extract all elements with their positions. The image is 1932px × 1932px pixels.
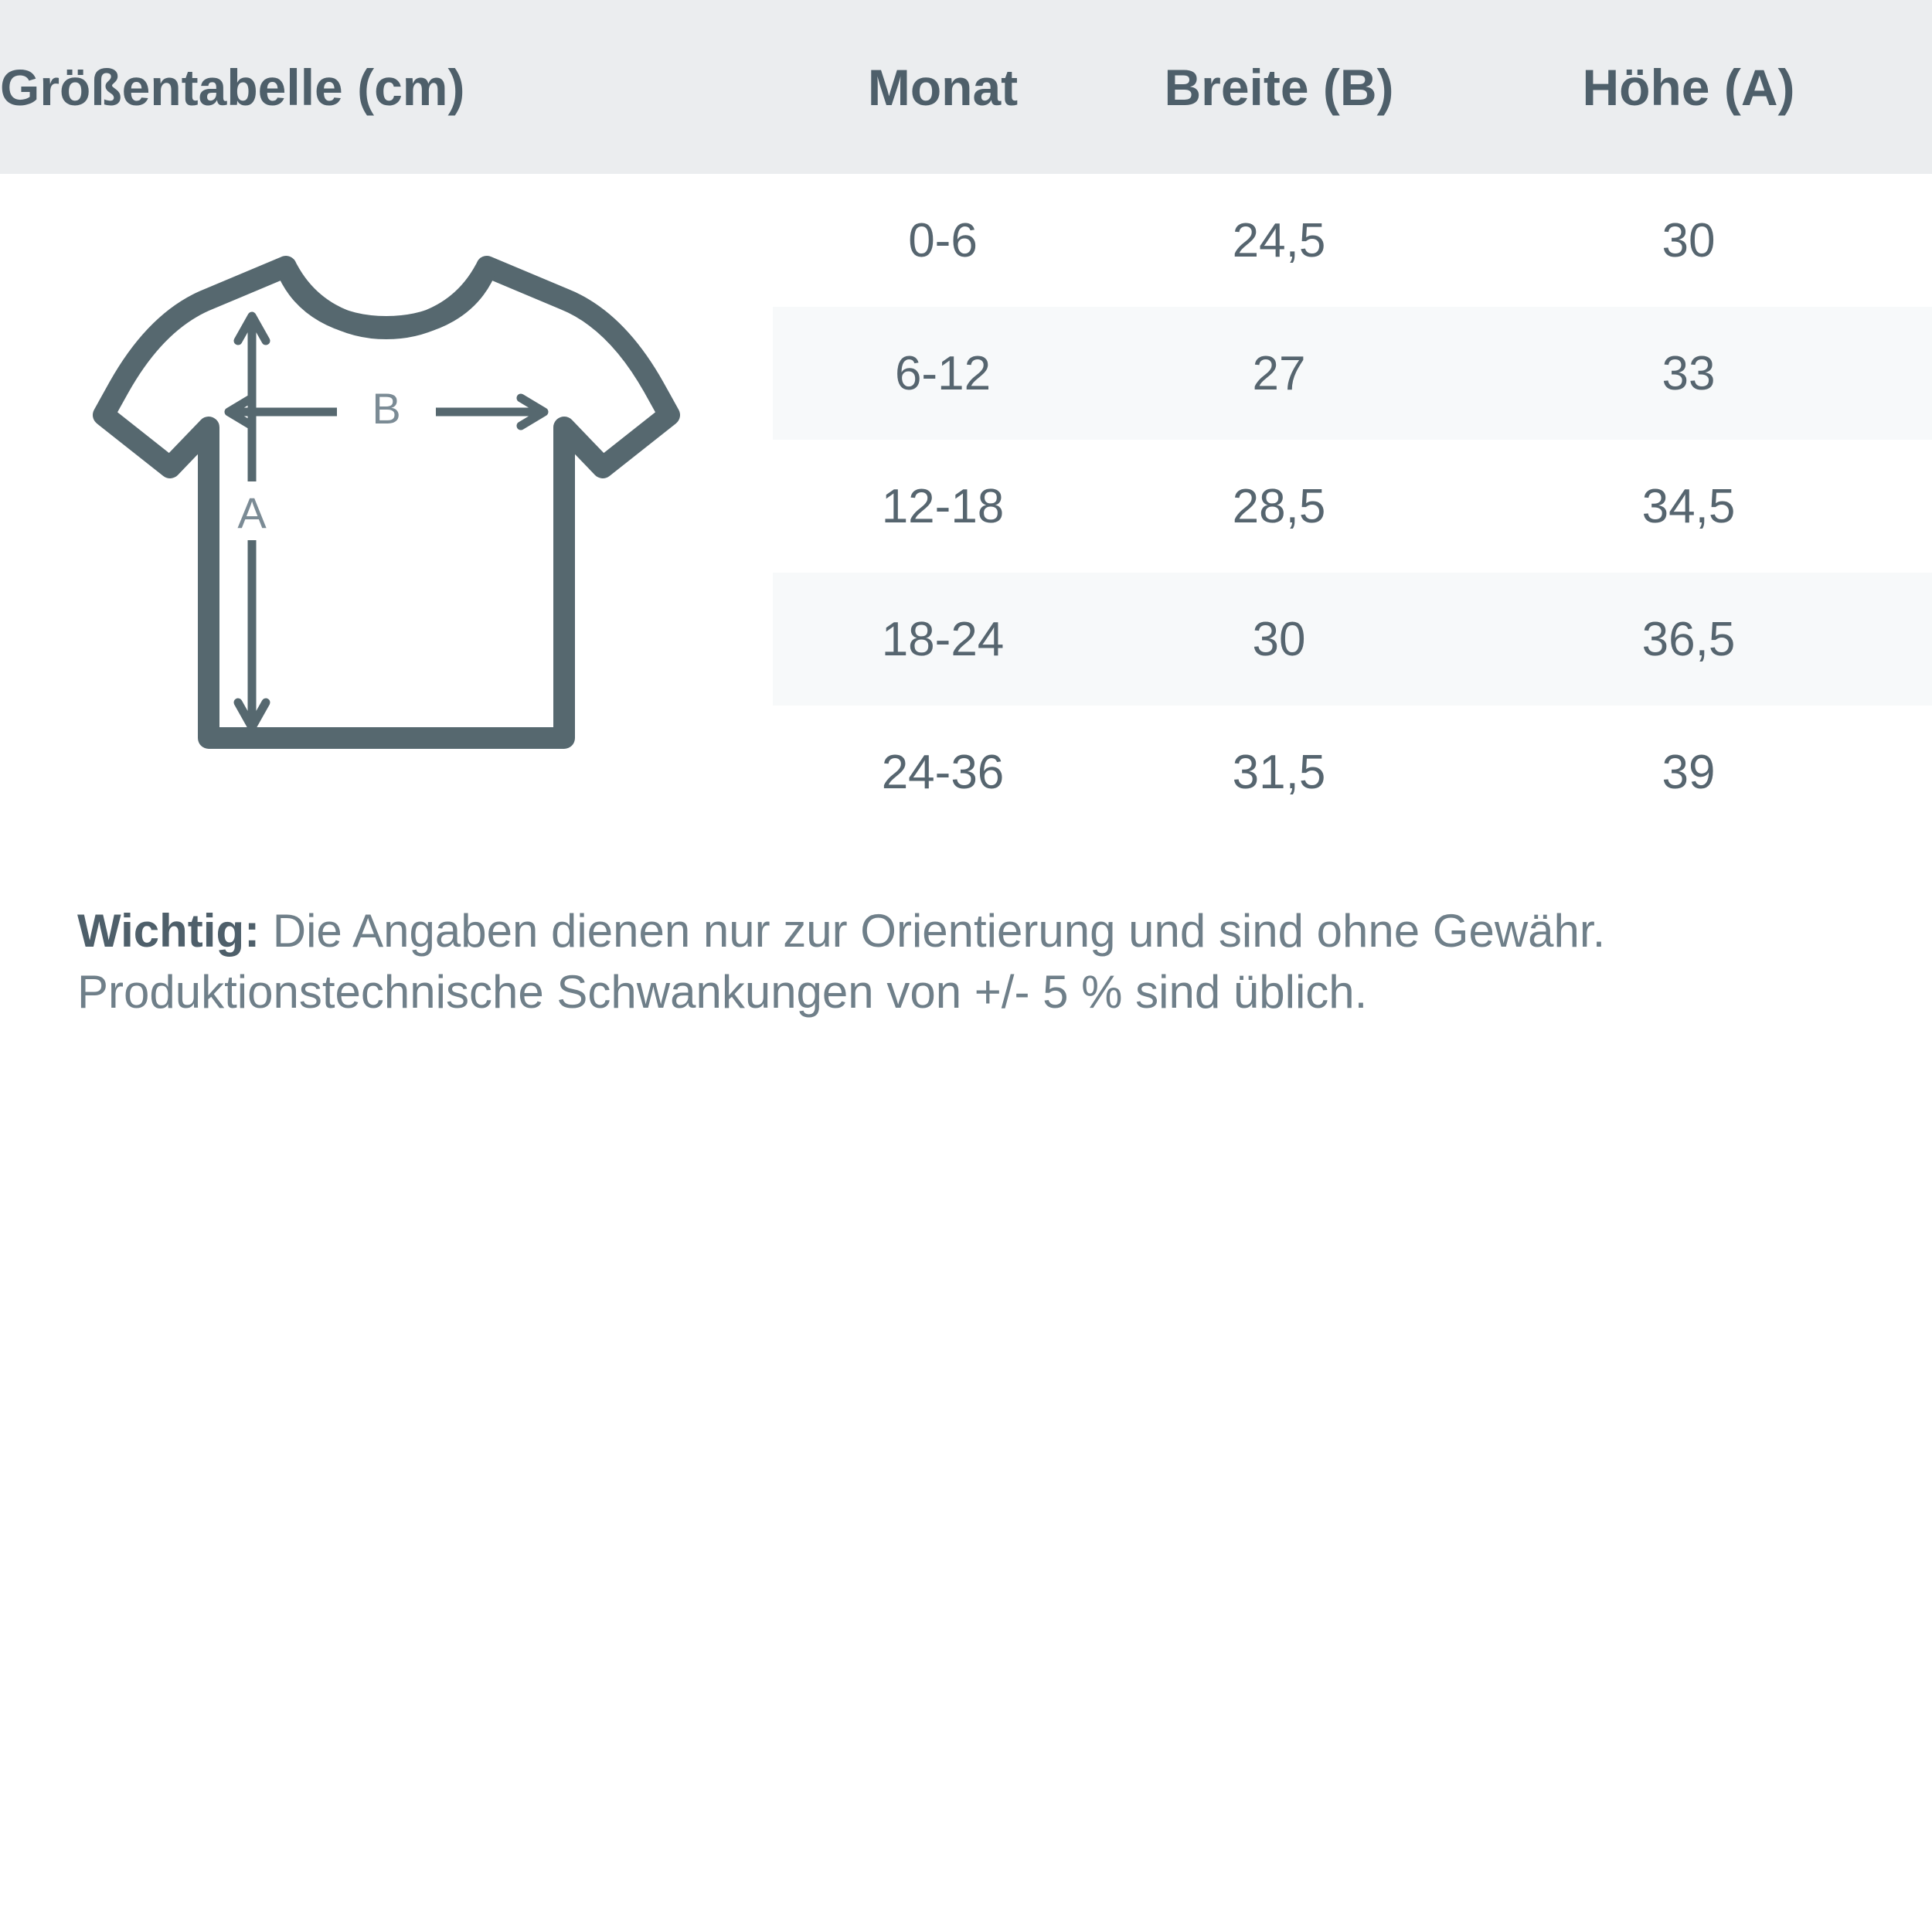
table-header-row xyxy=(0,0,1932,174)
cell-month: 12-18 xyxy=(881,479,1005,533)
cell-month: 24-36 xyxy=(881,745,1005,799)
cell-width: 30 xyxy=(1252,612,1306,666)
cell-width: 31,5 xyxy=(1232,745,1326,799)
cell-month: 0-6 xyxy=(908,213,978,267)
cell-height: 33 xyxy=(1662,346,1716,400)
page-title: Größentabelle (cm) xyxy=(0,58,465,116)
tshirt-diagram-icon xyxy=(0,174,773,838)
cell-height: 34,5 xyxy=(1641,479,1736,533)
disclaimer-note xyxy=(77,900,1855,1022)
cell-height: 30 xyxy=(1662,213,1716,267)
disclaimer-text: Die Angaben dienen nur zur Orientierung und sind ohne Gewähr. Produktionstechnische Schwankungen von +/- 5 % sind üblich. xyxy=(77,905,1606,1019)
cell-month: 18-24 xyxy=(881,612,1005,666)
cell-month: 6-12 xyxy=(894,346,992,400)
cell-width: 27 xyxy=(1252,346,1306,400)
cell-width: 24,5 xyxy=(1232,213,1326,267)
size-chart-table xyxy=(0,0,1932,838)
cell-width: 28,5 xyxy=(1232,479,1326,533)
cell-height: 39 xyxy=(1662,745,1716,799)
table-row xyxy=(0,174,1932,307)
height-label: A xyxy=(237,488,267,537)
column-header-width: Breite (B) xyxy=(1164,58,1394,116)
column-header-height: Höhe (A) xyxy=(1582,58,1795,116)
disclaimer-lead: Wichtig: xyxy=(77,905,260,957)
cell-height: 36,5 xyxy=(1641,612,1736,666)
width-label: B xyxy=(372,384,401,433)
tshirt-illustration-cell xyxy=(0,174,773,838)
column-header-month: Monat xyxy=(867,58,1019,116)
table-header xyxy=(0,0,1932,174)
table-body xyxy=(0,174,1932,838)
